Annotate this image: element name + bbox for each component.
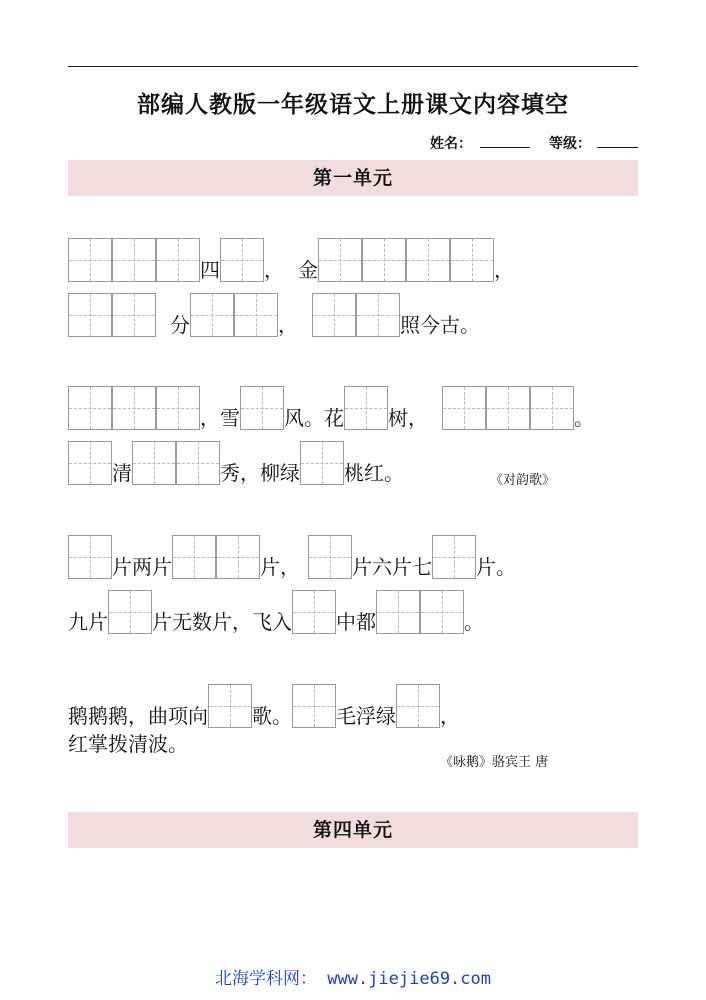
char-box[interactable] bbox=[112, 238, 156, 282]
page-title: 部编人教版一年级语文上册课文内容填空 bbox=[137, 91, 569, 118]
char-box[interactable] bbox=[376, 590, 420, 634]
line-text: 片， bbox=[260, 555, 300, 579]
top-rule bbox=[68, 66, 638, 67]
line-text: 中都 bbox=[336, 610, 376, 634]
line-text: 照今古。 bbox=[400, 313, 480, 337]
char-box[interactable] bbox=[450, 238, 494, 282]
char-box[interactable] bbox=[292, 684, 336, 728]
fill-line-1 bbox=[68, 238, 514, 282]
footer-watermark: 北海学科网： www.jiejie69.com bbox=[215, 969, 491, 989]
line-text: 金 bbox=[298, 258, 318, 282]
line-text: 秀，柳绿 bbox=[220, 461, 300, 485]
char-box[interactable] bbox=[172, 535, 216, 579]
line-text: 风。花 bbox=[284, 406, 344, 430]
char-box[interactable] bbox=[112, 293, 156, 337]
char-box[interactable] bbox=[176, 441, 220, 485]
char-box[interactable] bbox=[112, 386, 156, 430]
char-box[interactable] bbox=[442, 386, 486, 430]
section-band-unit-1 bbox=[68, 160, 638, 196]
line-text: 片无数片，飞入 bbox=[152, 610, 292, 634]
line-text: 歌。 bbox=[252, 704, 292, 728]
fill-line-6 bbox=[68, 590, 484, 634]
line-text: 分 bbox=[170, 313, 190, 337]
char-box[interactable] bbox=[530, 386, 574, 430]
char-box[interactable] bbox=[362, 238, 406, 282]
fill-line-5 bbox=[68, 535, 516, 579]
line-text: ， bbox=[494, 258, 514, 282]
line-text: ， bbox=[440, 704, 460, 728]
line-text: 九片 bbox=[68, 610, 108, 634]
section-band-unit-4 bbox=[68, 812, 638, 848]
char-box[interactable] bbox=[292, 590, 336, 634]
char-box[interactable] bbox=[68, 293, 112, 337]
line-text: ， bbox=[264, 258, 284, 282]
fill-line-7 bbox=[68, 684, 460, 728]
char-box[interactable] bbox=[68, 535, 112, 579]
line-text: 。 bbox=[574, 406, 594, 430]
line-text: 。 bbox=[464, 610, 484, 634]
char-box[interactable] bbox=[308, 535, 352, 579]
char-box[interactable] bbox=[156, 386, 200, 430]
line-text: 鹅鹅鹅，曲项向 bbox=[68, 704, 208, 728]
section-label: 第一单元 bbox=[312, 167, 393, 189]
line-text: 清 bbox=[112, 461, 132, 485]
name-blank[interactable] bbox=[480, 147, 530, 148]
line-text: ，雪 bbox=[200, 406, 240, 430]
char-box[interactable] bbox=[132, 441, 176, 485]
poem-source: 《对韵歌》 bbox=[490, 473, 556, 488]
char-box[interactable] bbox=[356, 293, 400, 337]
char-box[interactable] bbox=[420, 590, 464, 634]
char-box[interactable] bbox=[68, 238, 112, 282]
char-box[interactable] bbox=[344, 386, 388, 430]
char-box[interactable] bbox=[486, 386, 530, 430]
char-box[interactable] bbox=[396, 684, 440, 728]
poem-source: 《咏鹅》骆宾王 唐 bbox=[440, 755, 549, 770]
char-box[interactable] bbox=[208, 684, 252, 728]
line-text: 桃红。 bbox=[344, 461, 404, 485]
char-box[interactable] bbox=[240, 386, 284, 430]
line-text: 毛浮绿 bbox=[336, 704, 396, 728]
fill-line-3 bbox=[68, 386, 594, 430]
fill-line-2 bbox=[68, 293, 480, 337]
char-box[interactable] bbox=[406, 238, 450, 282]
char-box[interactable] bbox=[318, 238, 362, 282]
line-text: 红掌拨清波。 bbox=[68, 732, 188, 756]
fill-line-4 bbox=[68, 441, 404, 485]
line-text: ， bbox=[278, 313, 298, 337]
line-text: 片。 bbox=[476, 555, 516, 579]
char-box[interactable] bbox=[220, 238, 264, 282]
char-box[interactable] bbox=[156, 238, 200, 282]
grade-label: 等级： bbox=[549, 136, 591, 152]
line-text: 片六片七 bbox=[352, 555, 432, 579]
char-box[interactable] bbox=[190, 293, 234, 337]
char-box[interactable] bbox=[432, 535, 476, 579]
line-text: 树， bbox=[388, 406, 428, 430]
line-text: 片两片 bbox=[112, 555, 172, 579]
char-box[interactable] bbox=[68, 441, 112, 485]
fill-line-8 bbox=[68, 732, 188, 766]
char-box[interactable] bbox=[234, 293, 278, 337]
grade-blank[interactable] bbox=[597, 147, 638, 148]
char-box[interactable] bbox=[216, 535, 260, 579]
line-text: 四 bbox=[200, 258, 220, 282]
name-label: 姓名： bbox=[430, 136, 472, 152]
char-box[interactable] bbox=[312, 293, 356, 337]
section-label: 第四单元 bbox=[312, 819, 393, 841]
char-box[interactable] bbox=[68, 386, 112, 430]
char-box[interactable] bbox=[300, 441, 344, 485]
char-box[interactable] bbox=[108, 590, 152, 634]
